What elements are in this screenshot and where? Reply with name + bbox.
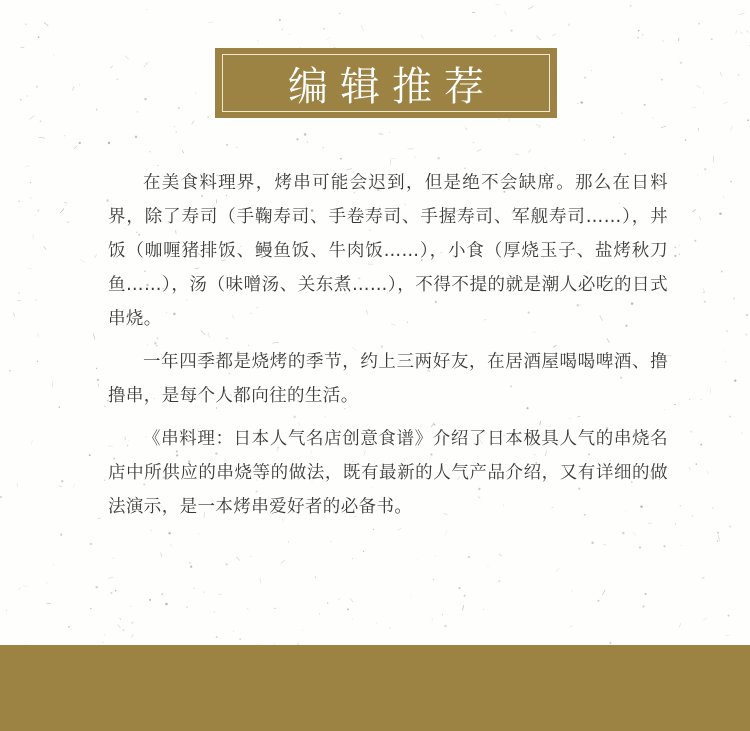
paper-speck [307,141,308,142]
paper-fiber [236,557,240,561]
paper-speck [444,625,447,628]
paper-speck [663,545,665,547]
paper-speck [642,605,644,607]
paper-speck [704,168,706,170]
paper-fiber [621,113,623,114]
paper-speck [696,463,697,464]
paper-fiber [93,334,95,340]
paper-fiber [572,590,573,592]
paper-speck [352,558,353,559]
paper-fiber [233,631,234,633]
paper-speck [698,23,699,24]
paper-speck [691,515,693,517]
paper-fiber [421,35,424,39]
paper-fiber [46,582,47,584]
paper-speck [376,623,377,624]
paper-speck [89,454,91,456]
paper-speck [282,29,283,30]
paper-speck [591,70,592,71]
paper-speck [674,247,676,249]
paper-fiber [463,605,464,610]
paper-speck [511,30,513,32]
paper-speck [304,133,307,136]
paper-fiber [44,22,48,26]
paper-fiber [674,404,676,405]
paper-fiber [17,483,18,487]
paper-speck [25,23,26,24]
paper-speck [236,147,237,148]
paper-fiber [536,124,540,126]
paper-speck [5,169,6,170]
article-body [108,166,668,533]
paper-fiber [250,556,252,557]
paper-speck [458,587,460,589]
paper-speck [728,615,730,617]
paper-speck [730,181,732,183]
paper-fiber [35,300,38,301]
paper-fiber [53,564,54,565]
paper-fiber [720,72,722,76]
paper-speck [417,559,418,560]
paper-speck [433,579,434,580]
paper-fiber [130,606,132,607]
paper-speck [67,221,69,223]
paper-fiber [182,150,184,153]
paper-fiber [726,330,728,331]
paper-speck [644,593,646,595]
paper-fiber [736,30,737,34]
paper-speck [189,562,191,564]
paper-fiber [80,260,85,263]
paper-speck [79,142,81,144]
paper-fiber [661,126,666,128]
paper-speck [296,138,298,140]
paper-fiber [23,585,28,587]
paper-speck [465,128,467,130]
paper-fiber [742,432,743,435]
paper-fiber [602,590,605,595]
paper-fiber [26,268,32,269]
paper-speck [340,158,342,160]
paper-fiber [120,618,121,620]
paper-fiber [73,484,75,488]
paper-fiber [689,467,691,471]
paper-fiber [723,195,725,198]
paper-speck [161,593,163,595]
paper-speck [680,62,682,64]
paper-speck [723,350,724,351]
paper-speck [437,157,440,160]
paper-fiber [739,13,745,15]
paper-speck [719,212,722,215]
paper-fiber [281,560,286,564]
paper-speck [90,543,92,545]
paper-speck [178,107,180,109]
paper-speck [216,636,218,638]
paper-speck [679,245,680,246]
paper-speck [613,136,615,138]
paper-speck [717,532,719,534]
paper-speck [176,131,177,132]
paper-fiber [110,66,112,68]
paper-speck [591,542,594,545]
paper-speck [389,132,390,133]
paper-fiber [477,149,482,152]
paragraph-intro: 在美食料理界，烤串可能会迟到，但是绝不会缺席。那么在日料界，除了寿司（手鞠寿司、手卷寿司、手握寿司、军舰寿司……），丼饭（咖喱猪排饭、鳗鱼饭、牛肉饭……），小食（厚烧玉子、盐烤秋刀鱼……），汤（味噌汤、关东煮……），不得不提的就是潮人必吃的日式串烧。 [108,173,668,329]
paper-speck [96,368,97,369]
paper-fiber [125,56,129,60]
paper-speck [135,136,138,139]
paper-fiber [741,32,743,34]
paper-speck [473,142,474,143]
paper-fiber [25,166,29,167]
paper-speck [131,622,133,624]
paper-speck [483,609,485,611]
paper-speck [103,642,104,643]
paper-speck [322,147,324,149]
paper-fiber [723,102,728,104]
paper-speck [729,416,731,418]
paper-fiber [390,627,391,629]
paper-speck [20,99,22,101]
paper-speck [207,116,209,118]
paper-speck [315,577,316,578]
paper-speck [68,626,70,628]
paper-speck [352,619,353,620]
paper-speck [339,13,341,15]
paper-speck [0,496,2,498]
paper-speck [468,556,470,558]
paper-fiber [698,174,699,176]
paper-fiber [707,471,709,474]
paper-speck [27,95,28,96]
paragraph-seasons: 一年四季都是烧烤的季节，约上三两好友，在居酒屋喝喝啤酒、撸撸串，是每个人都向往的生活。 [108,352,668,406]
paper-fiber [98,518,101,519]
paper-fiber [73,86,74,90]
paper-speck [193,588,194,589]
paper-fiber [528,6,533,9]
paper-speck [680,545,681,546]
paper-speck [38,36,40,38]
paper-speck [174,126,176,128]
paper-fiber [52,381,53,387]
paper-fiber [59,486,62,487]
paper-speck [115,590,116,591]
paper-speck [637,37,639,39]
paper-speck [18,292,20,294]
paper-speck [644,104,646,106]
paper-fiber [118,625,121,628]
paper-speck [288,541,289,542]
paper-speck [165,603,168,606]
paper-fiber [192,121,195,124]
paper-speck [584,77,586,79]
paper-speck [302,630,303,631]
paper-fiber [361,25,364,31]
paper-fiber [260,578,261,583]
paper-speck [323,28,325,30]
paper-fiber [472,12,475,13]
paper-fiber [108,577,113,578]
paper-speck [190,566,192,568]
paper-fiber [257,40,259,41]
paper-fiber [730,126,732,131]
paper-fiber [499,554,502,555]
paper-fiber [697,85,702,88]
paper-speck [96,109,98,111]
paper-speck [6,610,7,611]
paper-speck [144,65,145,66]
paper-fiber [675,523,676,525]
paper-speck [327,602,328,603]
paper-fiber [211,22,213,23]
paper-fiber [552,34,556,37]
paper-speck [679,253,681,255]
paper-fiber [703,92,704,94]
paper-fiber [95,254,97,258]
paper-speck [580,101,582,103]
paper-speck [747,119,749,121]
paper-speck [639,546,641,548]
paper-speck [18,200,20,202]
paper-fiber [350,598,353,602]
paper-speck [694,240,696,242]
paper-speck [40,120,42,122]
paper-speck [146,9,147,10]
paper-speck [498,580,500,582]
paper-fiber [725,635,731,636]
paper-speck [721,271,723,273]
paper-speck [638,30,640,32]
paper-speck [239,638,240,639]
paper-speck [122,629,124,631]
paper-speck [630,5,632,7]
paper-speck [116,78,118,80]
paper-speck [690,431,692,433]
paper-fiber [60,208,64,213]
bottom-band [0,645,750,731]
paper-speck [498,118,500,120]
paper-speck [624,153,626,155]
paper-speck [734,379,736,381]
paper-fiber [692,210,695,213]
paper-fiber [64,202,67,203]
paper-speck [37,361,38,362]
paper-speck [59,407,60,408]
paper-fiber [338,599,341,600]
paper-speck [685,139,687,141]
paper-fiber [170,544,172,548]
paper-speck [577,103,579,105]
paper-fiber [31,440,32,445]
paper-speck [35,215,36,216]
paper-fiber [44,246,47,250]
paper-speck [642,34,643,35]
paper-fiber [699,217,701,221]
paper-speck [9,370,11,372]
paper-speck [729,526,731,528]
paper-speck [279,19,281,21]
paper-speck [149,151,151,153]
paper-speck [60,534,62,536]
paper-speck [725,361,726,362]
paper-speck [204,592,205,593]
paper-speck [36,86,38,88]
paper-speck [104,406,106,408]
paper-fiber [679,623,681,628]
paper-fiber [442,614,443,616]
paper-fiber [556,568,560,572]
paper-fiber [112,558,115,559]
paper-speck [738,74,740,76]
paper-fiber [218,594,222,595]
paper-speck [274,608,275,609]
paper-speck [680,505,681,506]
paper-fiber [505,11,507,15]
paper-speck [186,606,188,608]
paper-fiber [74,146,78,149]
paper-fiber [528,150,531,153]
paper-fiber [161,553,163,557]
paper-speck [674,255,676,257]
paper-fiber [494,35,496,38]
paper-speck [90,608,91,609]
paper-speck [145,63,147,65]
paper-speck [195,93,196,94]
title-banner [215,48,557,118]
paper-fiber [747,30,749,32]
paper-speck [610,642,612,644]
paragraph-book: 《串料理：日本人气名店创意食谱》介绍了日本极具人气的串烧名店中所供应的串烧等的做法，既有最新的人气产品介绍，又有详细的做法演示，是一本烤串爱好者的必备书。 [108,429,668,517]
paper-fiber [53,54,54,56]
paper-fiber [569,626,573,627]
paper-speck [363,551,364,552]
paper-speck [110,592,112,594]
paper-fiber [390,158,396,159]
paper-speck [37,210,39,212]
paper-fiber [131,635,133,638]
paper-fiber [692,107,696,108]
paper-speck [661,79,663,81]
paper-speck [717,541,718,542]
paper-speck [104,479,105,480]
page-title: 编辑推荐 [288,63,496,110]
paper-speck [225,563,228,566]
paper-fiber [604,544,606,545]
paper-speck [598,600,600,602]
paper-speck [700,444,702,446]
paper-speck [584,139,585,140]
paper-speck [97,379,99,381]
paper-speck [712,507,713,508]
paper-speck [464,595,466,597]
paper-fiber [327,37,330,40]
paper-speck [137,111,139,113]
paper-speck [199,533,200,534]
paper-fiber [537,36,541,40]
paper-speck [108,142,110,144]
paper-fiber [703,618,707,621]
paper-fiber [410,596,411,597]
paper-speck [144,98,146,100]
paper-speck [701,399,702,400]
paper-speck [703,291,705,293]
paper-fiber [30,116,35,120]
paper-speck [465,127,466,128]
paper-fiber [432,618,433,621]
paper-speck [64,135,65,136]
paper-fiber [39,137,45,138]
paper-fiber [662,40,664,42]
paper-speck [347,608,349,610]
paper-speck [568,23,571,26]
paper-speck [435,555,436,556]
paper-fiber [18,587,21,590]
paper-fiber [13,313,15,317]
paper-speck [79,84,80,85]
paper-speck [226,144,228,146]
paper-speck [745,333,747,335]
paper-speck [711,38,713,40]
paper-speck [95,586,98,589]
paper-speck [149,599,151,601]
paper-fiber [719,535,720,542]
paper-speck [214,611,215,612]
paper-speck [746,314,748,316]
paper-fiber [702,577,705,579]
paper-speck [319,613,320,614]
paper-speck [689,399,690,400]
paper-speck [733,298,735,300]
paper-fiber [414,156,416,158]
paper-speck [30,182,31,183]
paper-speck [704,301,706,303]
paper-fiber [703,288,705,291]
paper-speck [61,480,64,483]
paper-fiber [247,608,249,610]
